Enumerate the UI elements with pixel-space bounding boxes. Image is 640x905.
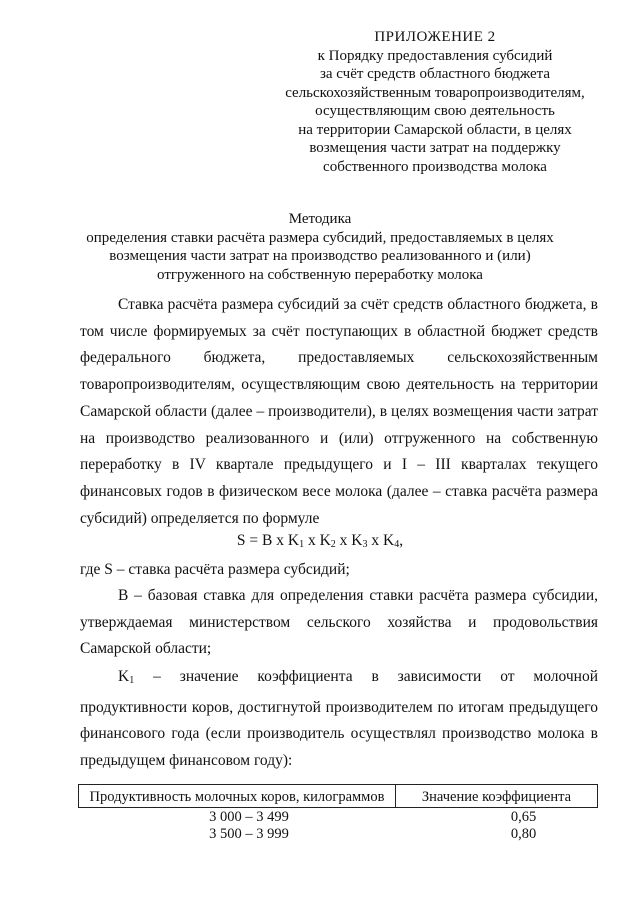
coefficient-table [78, 784, 598, 842]
table-header-productivity: Продуктивность молочных коров, килограммов [79, 785, 396, 808]
table-cell-coefficient: 0,65 [510, 809, 537, 825]
b-definition-paragraph: B – базовая ставка для определения ставки расчёта размера субсидии, утверждаемая министерством сельского хозяйства и продовольствия Самарской области; [80, 587, 598, 658]
k1-subscript: 1 [129, 675, 135, 686]
formula-times: x K [335, 532, 363, 549]
formula-k2-sub: 2 [330, 539, 336, 550]
appendix-line: к Порядку предоставления субсидий [317, 47, 553, 64]
k1-symbol: K [118, 668, 130, 685]
method-title: Методика [288, 211, 352, 227]
formula-lhs: S = B x K [236, 532, 300, 549]
k1-definition-text: – значение коэффициента в зависимости от молочной продуктивности коров, достигнутой производителем по итогам предыдущего финансового года (если производитель осуществлял производство молока в предыдущем финансовом году): [80, 668, 598, 770]
method-subtitle-line: определения ставки расчёта размера субсидий, предоставляемых в целях [86, 229, 554, 246]
table-header-coefficient: Значение коэффициента [396, 785, 598, 808]
table-cell-productivity: 3 000 – 3 499 [209, 809, 289, 825]
table-header-row [79, 785, 598, 808]
table-cell-productivity: 3 500 – 3 999 [209, 826, 289, 842]
formula-times: x K [304, 532, 331, 549]
method-heading [40, 210, 600, 284]
appendix-line: за счёт средств областного бюджета [319, 66, 551, 82]
formula-k4-sub: 4 [394, 539, 400, 550]
method-subtitle-line: отгруженного на собственную переработку молока [157, 266, 483, 283]
appendix-line: осуществляющим свою деятельность [315, 103, 555, 119]
appendix-header [270, 28, 600, 176]
appendix-title: ПРИЛОЖЕНИЕ 2 [374, 29, 496, 45]
table-row [79, 808, 598, 826]
intro-paragraph: Ставка расчёта размера субсидий за счёт средств областного бюджета, в том числе формируемых за счёт поступающих в областной бюджет средств федерального бюджета, предоставляемых сельскохозяйственным товаропроизводителям, осуществляющим свою деятельность на территории Самарской области (далее – производители), в целях возмещения части затрат на производство реализованного и (или) отгруженного на собственную переработку в IV квартале предыдущего и I – III кварталах текущего финансовых годов в физическом весе молока (далее – ставка расчёта размера субсидий) определяется по формуле [80, 296, 598, 527]
table-cell-coefficient: 0,80 [510, 826, 537, 842]
k1-definition-paragraph [80, 664, 598, 775]
formula-times: x K [367, 532, 395, 549]
table-row [79, 825, 598, 842]
method-subtitle-line: возмещения части затрат на производство реализованного и (или) [109, 248, 531, 264]
appendix-line: на территории Самарской области, в целях [298, 121, 572, 138]
formula-k1-sub: 1 [299, 539, 305, 550]
formula-k3-sub: 3 [362, 539, 368, 550]
appendix-line: возмещения части затрат на поддержку [309, 140, 561, 156]
formula [0, 529, 640, 557]
appendix-line: сельскохозяйственным товаропроизводителям, [285, 84, 585, 101]
where-paragraph: где S – ставка расчёта размера субсидий; [80, 561, 350, 578]
appendix-line: собственного производства молока [323, 158, 547, 175]
formula-end: , [399, 532, 404, 549]
